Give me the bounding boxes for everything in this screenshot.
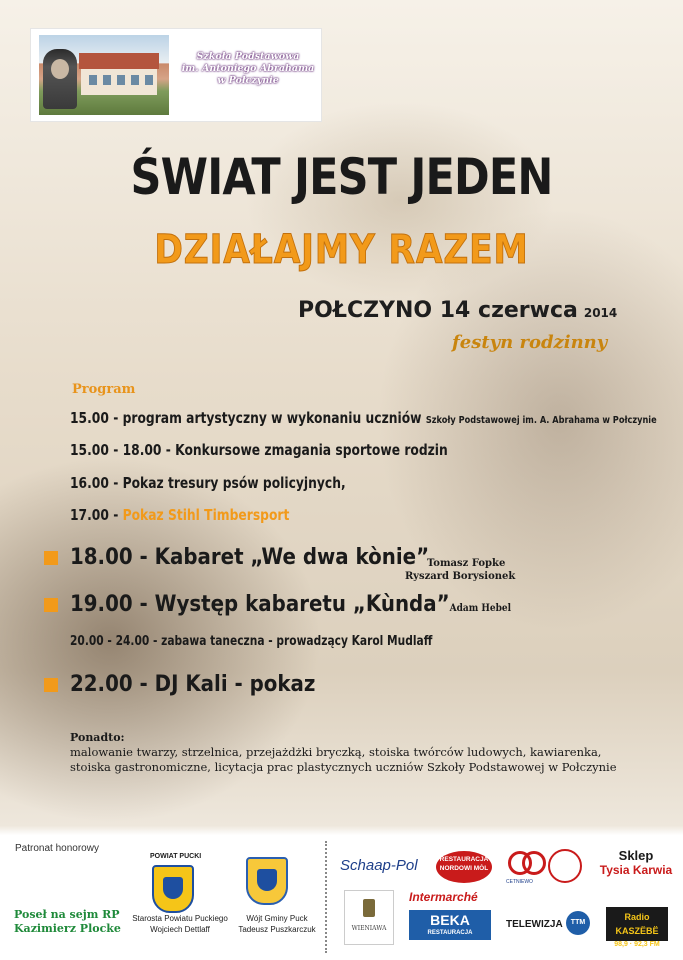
- wojt-line1: Wójt Gminy Puck: [246, 914, 308, 923]
- restauracja-label: RESTAURACJA: [439, 856, 489, 863]
- sponsor-beka-logo: [409, 910, 491, 940]
- program-item-highlight: Pokaz Stihl Timbersport: [122, 506, 290, 524]
- wieniawa-crest-icon: [363, 899, 375, 917]
- program-item-text: 20.00 - 24.00 - zabawa taneczna - prowadzący Karol Mudlaff: [70, 634, 433, 649]
- bullet-square: [44, 678, 58, 692]
- program-item-prefix: 17.00 -: [70, 506, 123, 524]
- bullet-square: [44, 598, 58, 612]
- school-name-line2: im. Antoniego Abrahama: [181, 63, 315, 74]
- wieniawa-label: WIENIAWA: [351, 925, 387, 932]
- wojt-line2: Tadeusz Puszkarczuk: [238, 925, 316, 934]
- starosta-line1: Starosta Powiatu Puckiego: [132, 914, 228, 923]
- program-item-featured: [70, 545, 429, 570]
- powiat-title: POWIAT PUCKI: [150, 853, 202, 860]
- event-date-place: POŁCZYNO 14 czerwca: [298, 298, 578, 323]
- ponadto-line: stoiska gastronomiczne, licytacja prac plastycznych uczniów Szkoły Podstawowej w Połczynie: [70, 760, 617, 774]
- event-year: 2014: [583, 306, 618, 320]
- program-label: Program: [72, 382, 136, 397]
- wojt-credit: [222, 913, 332, 935]
- program-item-featured: [70, 592, 511, 617]
- program-item-note: Adam Hebel: [449, 603, 512, 614]
- program-item-text: 15.00 - 18.00 - Konkursowe zmagania sportowe rodzin: [70, 441, 448, 459]
- sponsor-radio-logo: [606, 907, 668, 948]
- event-tagline: festyn rodzinny: [452, 332, 608, 353]
- cs-caption: CETNIEWO: [506, 879, 533, 885]
- radio-frequency: 98,9 · 92,3 FM: [614, 941, 660, 948]
- program-item-text: 16.00 - Pokaz tresury psów policyjnych,: [70, 474, 346, 492]
- ponadto-text: [70, 745, 630, 775]
- ponadto-line: malowanie twarzy, strzelnica, przejażdżki bryczką, stoiska twórców ludowych, kawiarenka,: [70, 745, 602, 759]
- powiat-crest-icon: [152, 865, 194, 913]
- restauracja-sub: NORDOWI MÒL: [439, 865, 489, 872]
- sponsor-wieniawa-logo: [344, 890, 394, 945]
- program-item: [70, 506, 289, 524]
- runner-logo-icon: [548, 849, 582, 883]
- program-item: [70, 474, 346, 492]
- sponsor-schaap-logo: Schaap-Pol: [340, 857, 418, 874]
- telewizja-label: TELEWIZJA: [506, 919, 563, 930]
- program-item-featured: [70, 672, 315, 697]
- posel-line2: Kazimierz Plocke: [14, 922, 121, 935]
- program-item-text: 15.00 - program artystyczny w wykonaniu uczniów: [70, 409, 422, 427]
- program-item-text: 22.00 - DJ Kali - pokaz: [70, 672, 316, 697]
- patron-portrait: [43, 49, 77, 109]
- radio-label: Radio KASZËBË: [615, 912, 659, 936]
- program-item-text: 18.00 - Kabaret „We dwa kònie”: [70, 545, 430, 570]
- gmina-crest-icon: [246, 857, 288, 905]
- sponsor-intermarche-logo: Intermarché: [409, 890, 478, 904]
- school-name-line1: Szkoła Podstawowa: [196, 51, 300, 62]
- program-item: [70, 409, 657, 427]
- event-date: [298, 298, 617, 323]
- program-item: [70, 634, 432, 649]
- bullet-square: [44, 551, 58, 565]
- sponsor-cs-logo: [508, 849, 546, 883]
- main-title: ŚWIAT JEST JEDEN: [130, 148, 553, 206]
- school-header: [30, 28, 322, 122]
- performer-name: Ryszard Borysionek: [405, 571, 516, 582]
- ttm-logo: TTM: [566, 911, 590, 935]
- program-item: [70, 441, 448, 459]
- ponadto-label: Ponadto:: [70, 731, 125, 744]
- sponsor-sklep: [596, 849, 676, 877]
- sub-title: DZIAŁAJMY RAZEM: [154, 227, 529, 273]
- beka-label: BEKA: [430, 912, 470, 928]
- program-item-text: 19.00 - Występ kabaretu „Kùnda”: [70, 592, 450, 617]
- sklep-line2: Tysia Karwia: [599, 863, 673, 877]
- starosta-line2: Wojciech Dettlaff: [150, 925, 210, 934]
- patron-label: Patronat honorowy: [15, 843, 99, 854]
- sponsor-footer: [0, 835, 683, 960]
- kabaret-performers: [405, 557, 515, 583]
- footer-divider: [325, 841, 327, 953]
- beka-sub: RESTAURACJA: [427, 930, 473, 936]
- sponsor-restauracja-logo: [436, 851, 492, 883]
- program-item-note: Szkoły Podstawowej im. A. Abrahama w Połczynie: [425, 415, 657, 426]
- posel-line1: Poseł na sejm RP: [14, 908, 120, 921]
- performer-name: Tomasz Fopke: [427, 558, 506, 569]
- school-name-line3: w Połczynie: [217, 75, 279, 86]
- school-photo: [39, 35, 169, 115]
- sklep-line1: Sklep: [618, 848, 654, 863]
- school-name: [179, 51, 317, 87]
- posel-credit: [14, 908, 121, 936]
